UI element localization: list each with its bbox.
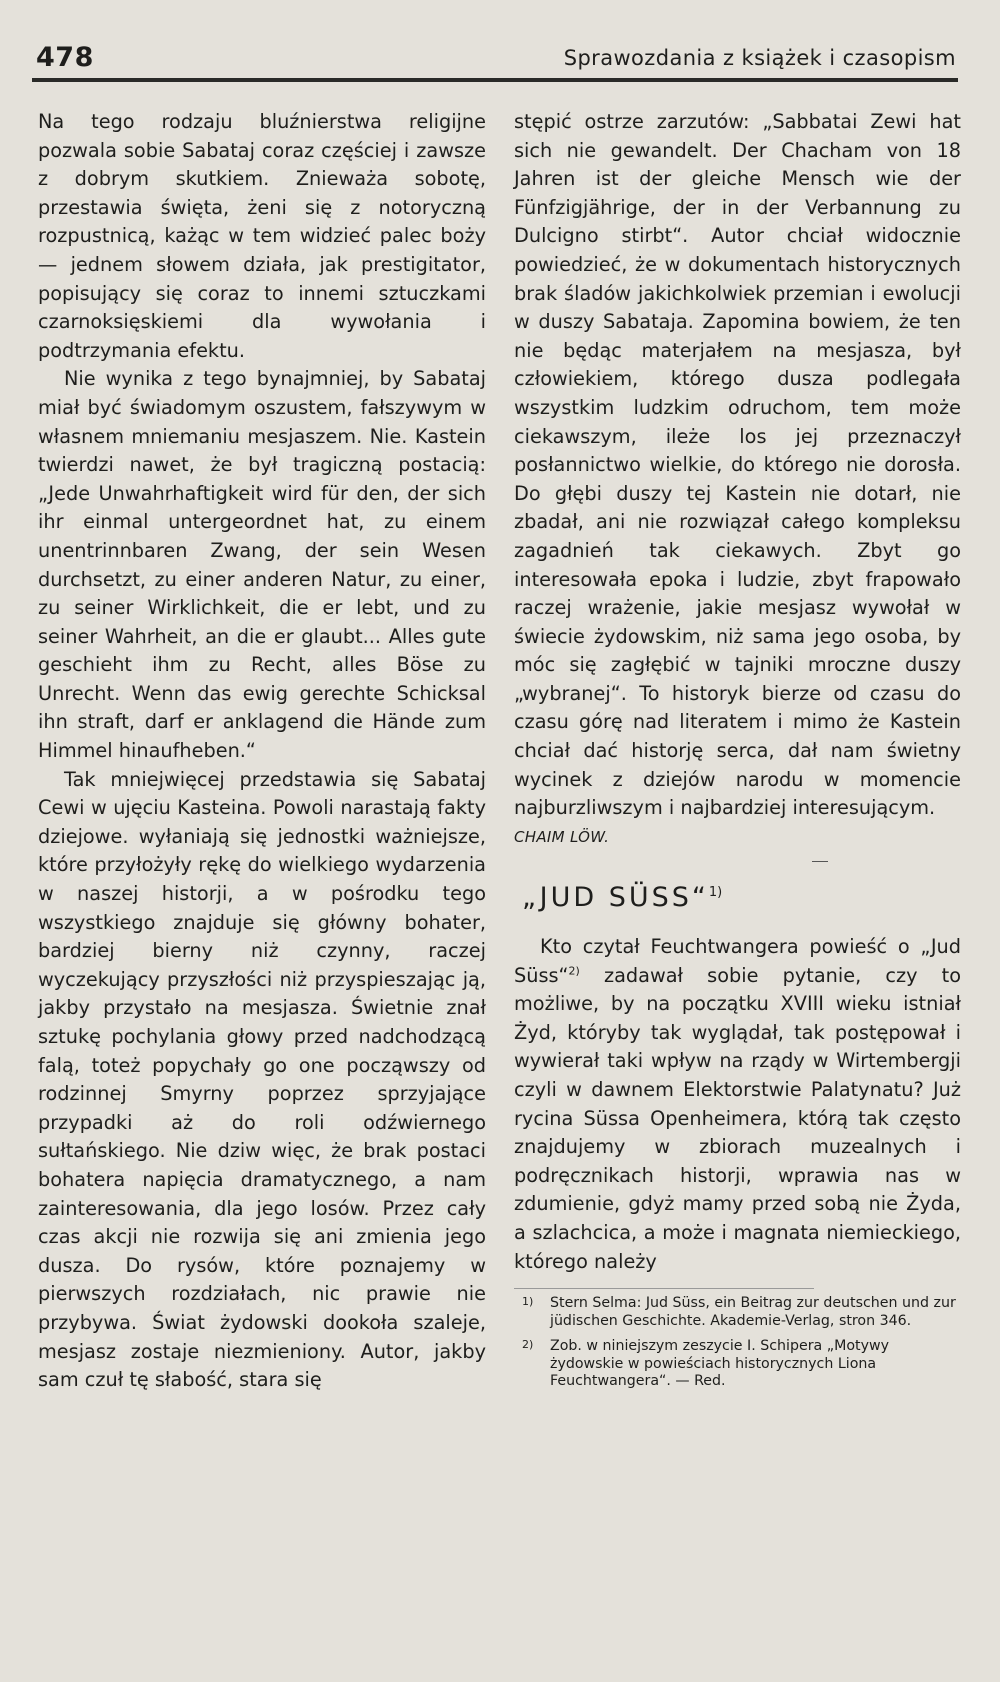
paragraph: stępić ostrze zarzutów: „Sabbatai Zewi hat sich nie gewandelt. Der Chacham von 18 Jahren ist der gleiche Mensch wie der Fünfzigjährige, der in der Verbannung zu Dulcigno stirbt“. Autor chciał widocznie powiedzieć, że w dokumentach historycznych brak śladów jakichkolwiek przemian i ewolucji w duszy Sabataja. Zapomina bowiem, że ten nie będąc materjałem na mesjasza, był człowiekiem, którego dusza podlegała wszystkim ludzkim odruchom, tem może ciekawszym, ileże los jej przeznaczył posłannictwo wielkie, do którego nie dorosła. Do głębi duszy tej Kastein nie dotarł, nie zbadał, ani nie rozwiązał całego kompleksu zagadnień tak ciekawych. Zbyt go interesowała epoka i ludzie, zbyt frapowało raczej wrażenie, jakie mesjasz wywołał w świecie żydowskim, niż sama jego osoba, by móc się zagłębić w tajniki mroczne duszy „wybranej“. To historyk bierze od czasu do czasu górę nad literatem i mimo że Kastein chciał dać historję serca, dał nam świetny wycinek z dziejów narodu w momencie najburzliwszym i najbardziej interesującym. xyxy=(514,110,961,820)
paragraph xyxy=(514,933,961,1276)
footnote-mark: 1) xyxy=(522,1295,534,1309)
page-header xyxy=(36,42,956,78)
author-signature: CHAIM LÖW. xyxy=(514,827,610,846)
paragraph: Nie wynika z tego bynajmniej, by Sabataj miał być świadomym oszustem, fałszywym w własnem mniemaniu mesjaszem. Nie. Kastein twierdzi nawet, że był tragiczną postacią: „Jede Unwahrhaftigkeit wird für den, der sich ihr einmal untergeordnet hat, zu einem unentrinnbaren Zwang, der sein Wesen durchsetzt, zu einer anderen Natur, zu einer, zu seiner Wirklichkeit, die er lebt, und zu seiner Wahrheit, an die er glaubt... Alles gute geschieht ihm zu Recht, alles Böse zu Unrecht. Wenn das ewig gerechte Schicksal ihn straft, darf er anklagend die Hände zum Himmel hinaufheben.“ xyxy=(38,367,486,763)
running-title: Sprawozdania z książek i czasopism xyxy=(563,46,956,70)
paragraph: Na tego rodzaju bluźnierstwa religijne pozwala sobie Sabataj coraz częściej i zawsze z dobrym skutkiem. Znieważa sobotę, przestawia święta, żeni się z notoryczną rozpustnicą, każąc w tem widzieć palec boży — jednem słowem działa, jak prestigitator, popisujący się coraz to innemi sztuczkami czarnoksięskiemi dla wywołania i podtrzymania efektu. xyxy=(38,110,486,362)
footnote-text: Stern Selma: Jud Süss, ein Beitrag zur deutschen und zur jüdischen Geschichte. Akademie-Verlag, stron 346. xyxy=(550,1295,956,1329)
section-title-text: „JUD SÜSS“ xyxy=(522,882,709,914)
paragraph-rest: zadawał sobie pytanie, czy to możliwe, by na początku XVIII wieku istniał Żyd, któryby tak wyglądał, tak postępował i wywierał taki wpływ na rządy w Wirtembergji czyli w dawnem Elektorstwie Palatynatu? Już rycina Süssa Openheimera, którą tak często znajdujemy w zbiorach muzealnych i podręcznikach historji, wprawia nas w zdumienie, gdyż mamy przed sobą nie Żyda, a szlachcica, a może i magnata niemieckiego, którego należy xyxy=(514,963,961,1273)
right-column xyxy=(514,108,961,1399)
footnote-text: Zob. w niniejszym zeszycie I. Schipera „Motywy żydowskie w powieściach historycznych Liona Feuchtwangera“. — Red. xyxy=(550,1338,889,1390)
footnote-ref: 2) xyxy=(568,964,580,978)
paragraph-start: Kto czytał Feuchtwangera powieść o „Jud Süss“ xyxy=(514,935,961,987)
section-separator xyxy=(514,855,961,867)
header-rule xyxy=(32,78,958,82)
footnote-ref: 1) xyxy=(708,885,723,901)
paragraph: Tak mniejwięcej przedstawia się Sabataj Cewi w ujęciu Kasteina. Powoli narastają fakty dziejowe. wyłaniają się jednostki ważniejsze, które przyłożyły rękę do wielkiego wydarzenia w naszej historji, a w pośrodku tego wszystkiego znajduje się główny bohater, bardziej bierny niż czynny, raczej wyczekujący przyszłości niż przyspieszając ją, jakby przystało na mesjasza. Świetnie znał sztukę pochylania głowy przed nadchodzącą falą, toteż popychały go one począwszy od rodzinnej Smyrny poprzez sprzyjające przypadki aż do roli odźwiernego sułtańskiego. Nie dziw więc, że brak postaci bohatera napięcia dramatycznego, a nam zainteresowania, dla jego losów. Przez cały czas akcji nie rozwija się ani zmienia jego dusza. Do rysów, które poznajemy w pierwszych rozdziałach, nic prawie nie przybywa. Świat żydowski dookoła szaleje, mesjasz zostaje niezmieniony. Autor, jakby sam czuł tę słabość, stara się xyxy=(38,767,486,1392)
footnote xyxy=(514,1295,961,1330)
section-title xyxy=(522,879,961,913)
left-column xyxy=(38,108,486,1395)
page-number: 478 xyxy=(36,42,94,73)
footnote xyxy=(514,1338,961,1391)
footnotes xyxy=(514,1288,956,1391)
footnote-mark: 2) xyxy=(522,1338,534,1352)
